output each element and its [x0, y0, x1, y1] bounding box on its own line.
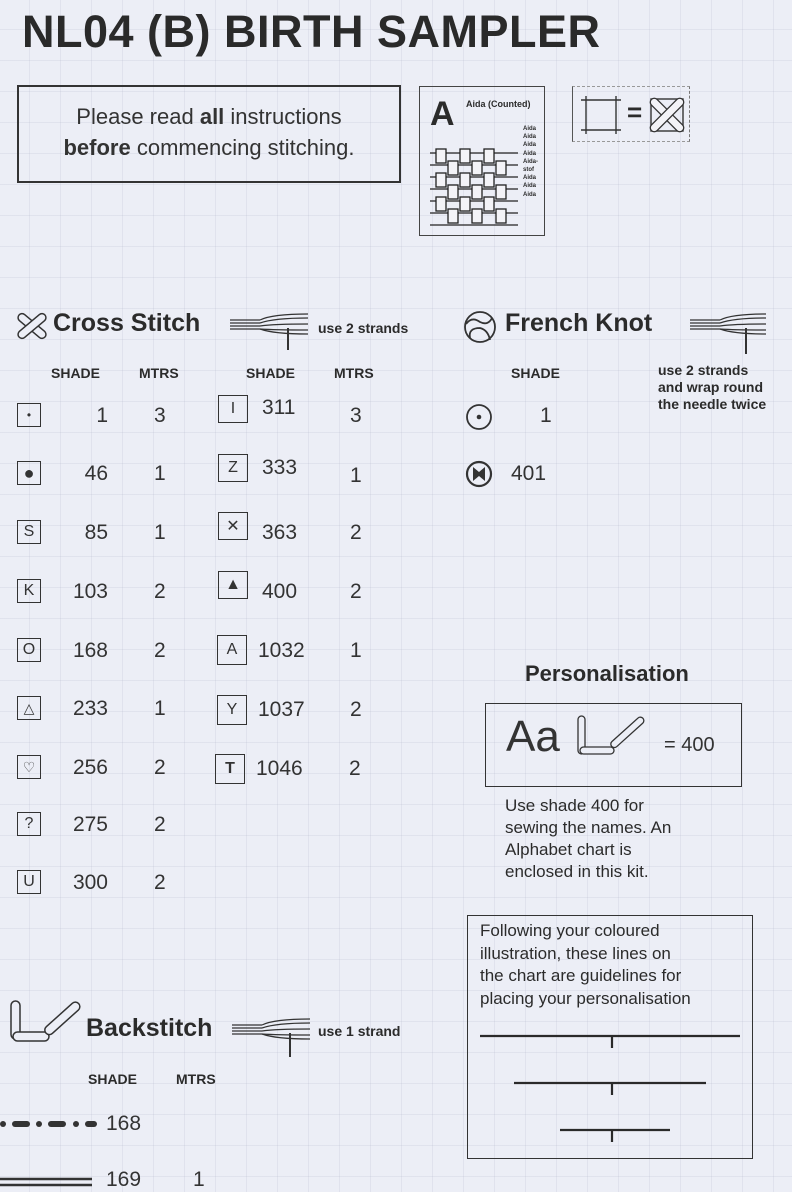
aida-letter: A: [430, 95, 455, 133]
text-line: Following your coloured: [480, 921, 660, 940]
mtrs-value: 2: [349, 757, 361, 780]
guidelines-box: [467, 915, 753, 1159]
fabric-name: Aida: [523, 150, 537, 157]
shade-number: 300: [72, 871, 108, 894]
symbol-dot-large-icon: ●: [17, 461, 41, 485]
symbol-letter-y-icon: Y: [217, 695, 247, 725]
grid-square-icon: [579, 95, 623, 135]
symbol-heart-outline-icon: ♡: [17, 755, 41, 779]
dash-dot-line-icon: [0, 1118, 100, 1130]
cross-stitch-header-mtrs: MTRS: [334, 365, 374, 381]
symbol-letter-x-icon: ✕: [218, 512, 248, 540]
shade-number: 311: [262, 396, 296, 419]
mtrs-value: 3: [154, 404, 166, 427]
symbol-letter-z-icon: Z: [218, 454, 248, 482]
notice-text: instructions: [224, 104, 342, 129]
symbol-question-mark-icon: ?: [17, 812, 41, 836]
notice-emphasis: all: [199, 104, 225, 129]
personalisation-note: [505, 795, 671, 883]
symbol-letter-k-icon: K: [17, 579, 41, 603]
mtrs-value: 2: [154, 756, 166, 779]
shade-number: 1046: [256, 757, 303, 780]
fabric-name: Aida: [523, 134, 537, 141]
note-line: use 2 strands: [658, 362, 749, 378]
mtrs-value: 1: [350, 639, 362, 662]
shade-number: 1032: [258, 639, 305, 662]
backstitch-strand-note: use 1 strand: [318, 1023, 401, 1039]
mtrs-value: 1: [154, 521, 166, 544]
personalisation-sample-box: [485, 703, 742, 787]
fabric-name: Aida: [523, 183, 537, 190]
fabric-name: Aida: [523, 142, 537, 149]
mtrs-value: 1: [350, 464, 362, 487]
guidelines-text: [480, 920, 691, 1010]
thread-needle-icon: [690, 312, 770, 356]
shade-number: 1: [540, 404, 552, 427]
symbol-dot-small-icon: •: [17, 403, 41, 427]
fabric-name: Aida: [523, 191, 537, 198]
french-knot-title: French Knot: [505, 309, 653, 337]
symbol-letter-o-icon: O: [17, 638, 41, 662]
aida-weave-icon: [430, 147, 518, 227]
cross-stitch-icon: [14, 310, 50, 342]
equals-sign: =: [627, 97, 643, 127]
text-line: the chart are guidelines for: [480, 966, 682, 985]
aida-fabric-list: [523, 125, 544, 199]
shade-number: 233: [72, 697, 108, 720]
cross-stitch-strand-note: use 2 strands: [318, 320, 409, 336]
symbol-letter-t-bold-icon: T: [215, 754, 245, 784]
mtrs-value: 2: [154, 813, 166, 836]
aida-fabric-panel: [419, 86, 545, 236]
symbol-circle-bowtie-icon: [465, 460, 493, 488]
mtrs-value: 2: [350, 698, 362, 721]
cross-stitch-header-shade: SHADE: [51, 365, 101, 381]
note-line: Alphabet chart is: [505, 840, 632, 859]
note-line: the needle twice: [658, 396, 767, 412]
mtrs-value: 3: [350, 404, 362, 427]
notice-text: commencing stitching.: [130, 135, 355, 160]
shade-number: 46: [84, 462, 108, 485]
symbol-circle-dot-icon: [465, 403, 493, 431]
shade-number: 363: [262, 521, 298, 544]
mtrs-value: 2: [154, 871, 166, 894]
mtrs-value: 2: [350, 521, 362, 544]
cross-stitch-header-mtrs: MTRS: [139, 365, 179, 381]
notice-emphasis: before: [63, 135, 131, 160]
shade-number: 256: [72, 756, 108, 779]
shade-number: 333: [262, 456, 298, 479]
shade-number: 168: [72, 639, 108, 662]
cross-stitch-title: Cross Stitch: [53, 309, 201, 337]
backstitch-icon: [8, 998, 86, 1044]
shade-number: 275: [72, 813, 108, 836]
mtrs-value: 1: [154, 697, 166, 720]
symbol-triangle-outline-icon: △: [17, 696, 41, 720]
backstitch-header-shade: SHADE: [88, 1071, 138, 1087]
equals-value: = 400: [664, 734, 715, 756]
text-line: illustration, these lines on: [480, 943, 671, 963]
symbol-letter-a-icon: A: [217, 635, 247, 665]
mtrs-value: 2: [350, 580, 362, 603]
backstitch-icon: [576, 714, 654, 758]
fabric-name: Aida-stof: [523, 158, 538, 174]
symbol-letter-u-icon: U: [17, 870, 41, 894]
note-line: enclosed in this kit.: [505, 862, 649, 881]
notice-text: Please read: [76, 104, 200, 129]
shade-number: 1037: [258, 698, 305, 721]
text-line: placing your personalisation: [480, 988, 691, 1008]
mtrs-value: 2: [154, 580, 166, 603]
backstitch-title: Backstitch: [86, 1014, 213, 1042]
french-knot-header-shade: SHADE: [511, 365, 561, 381]
fabric-name: Aida: [523, 126, 537, 132]
mtrs-value: 1: [154, 462, 166, 485]
shade-number: 400: [262, 580, 298, 603]
french-knot-icon: [458, 310, 502, 344]
cross-stitch-icon: [649, 97, 685, 133]
page-title: NL04 (B) BIRTH SAMPLER: [22, 6, 601, 57]
shade-number: 168: [106, 1112, 142, 1135]
personalisation-title: Personalisation: [525, 661, 689, 686]
backstitch-header-mtrs: MTRS: [176, 1071, 216, 1087]
symbol-letter-s-icon: S: [17, 520, 41, 544]
shade-number: 169: [106, 1168, 142, 1191]
shade-number: 1: [96, 404, 108, 427]
symbol-letter-i-icon: I: [218, 395, 248, 423]
shade-number: 85: [84, 521, 108, 544]
thread-needle-icon: [230, 312, 310, 352]
mtrs-value: 1: [193, 1168, 205, 1191]
cross-stitch-header-shade: SHADE: [246, 365, 296, 381]
sample-text: Aa: [506, 712, 560, 761]
french-knot-strand-note: [658, 362, 766, 413]
thread-needle-icon: [232, 1017, 312, 1059]
symbol-triangle-filled-icon: ▲: [218, 571, 248, 599]
shade-number: 103: [72, 580, 108, 603]
square-equals-cross-diagram: [572, 86, 690, 142]
mtrs-value: 2: [154, 639, 166, 662]
aida-label: Aida (Counted): [466, 99, 531, 109]
double-solid-line-icon: [0, 1176, 92, 1188]
note-line: Use shade 400 for: [505, 796, 644, 815]
note-line: and wrap round: [658, 379, 763, 395]
shade-number: 401: [511, 462, 547, 485]
note-line: sewing the names. An: [505, 818, 672, 837]
guideline-lines-icon: [468, 1026, 754, 1151]
instructions-notice: [17, 85, 401, 183]
fabric-name: Aida: [523, 175, 537, 182]
